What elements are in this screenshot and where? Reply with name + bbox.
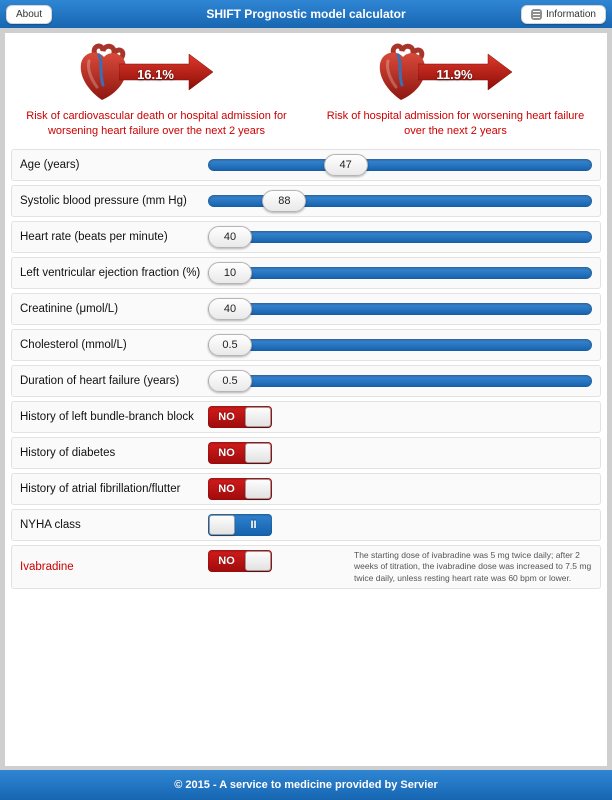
age-label: Age (years)	[20, 158, 80, 171]
slider-value: 47	[339, 158, 352, 171]
lvef-label: Left ventricular ejection fraction (%)	[20, 266, 201, 279]
toggle-knob[interactable]	[245, 479, 271, 499]
creatinine-slider[interactable]	[208, 298, 592, 320]
ivabradine-toggle[interactable]	[208, 550, 272, 572]
slider-track[interactable]	[208, 159, 592, 171]
slider-value: 0.5	[222, 338, 238, 351]
ivabradine-note: The starting dose of ivabradine was 5 mg twice daily; after 2 weeks of titration, the ivabradine dose was increased to 7.5 mg twice daily, unless resting heart rate was 60 bpm or lower.	[354, 549, 592, 583]
slider-value: 88	[278, 194, 291, 207]
hf-duration-row	[11, 365, 601, 397]
lbbb-row	[11, 401, 601, 433]
toggle-value: NO	[218, 482, 235, 495]
result-cv-death	[7, 41, 306, 139]
slider-value: 40	[223, 230, 237, 243]
diabetes-label: History of diabetes	[20, 446, 116, 459]
cholesterol-row	[11, 329, 601, 361]
slider-thumb[interactable]	[208, 226, 252, 248]
hf-duration-label: Duration of heart failure (years)	[20, 374, 180, 387]
heart-arrow-graphic-right	[372, 41, 514, 105]
creatinine-label: Creatinine (μmol/L)	[20, 302, 119, 315]
slider-thumb[interactable]	[208, 370, 252, 392]
result-hospital-admission	[306, 41, 605, 139]
cholesterol-slider[interactable]	[208, 334, 592, 356]
risk-value: 11.9%	[436, 66, 473, 82]
heart-arrow-graphic-left	[73, 41, 215, 105]
slider-value: 0.5	[222, 374, 238, 387]
age-row	[11, 149, 601, 181]
creatinine-row	[11, 293, 601, 325]
risk-label: Risk of cardiovascular death or hospital admission for worsening heart failure over the next 2 years	[26, 110, 287, 137]
slider-thumb[interactable]	[324, 154, 368, 176]
slider-thumb[interactable]	[208, 298, 252, 320]
toggle-value: NO	[218, 446, 235, 459]
information-button[interactable]	[521, 5, 606, 24]
age-slider[interactable]	[208, 154, 592, 176]
heart-rate-label: Heart rate (beats per minute)	[20, 230, 168, 243]
lvef-slider[interactable]	[208, 262, 592, 284]
slider-track[interactable]	[208, 267, 592, 279]
heart-rate-row	[11, 221, 601, 253]
systolic-bp-label: Systolic blood pressure (mm Hg)	[20, 194, 187, 207]
about-button-label: About	[16, 8, 43, 20]
diabetes-row	[11, 437, 601, 469]
slider-value: 40	[223, 302, 237, 315]
nyha-class-toggle[interactable]	[208, 514, 272, 536]
about-button[interactable]	[6, 5, 52, 24]
slider-track[interactable]	[208, 231, 592, 243]
page-title: SHIFT Prognostic model calculator	[206, 7, 406, 21]
toggle-knob[interactable]	[209, 515, 235, 535]
toggle-knob[interactable]	[245, 407, 271, 427]
result-arrow	[418, 51, 514, 98]
slider-track[interactable]	[208, 375, 592, 387]
app-header	[0, 0, 612, 28]
toggle-value: II	[250, 518, 257, 531]
nyha-row	[11, 509, 601, 541]
content	[5, 33, 607, 766]
information-button-label: Information	[545, 8, 596, 20]
ivabradine-label: Ivabradine	[20, 560, 74, 573]
toggle-knob[interactable]	[245, 443, 271, 463]
hf-duration-slider[interactable]	[208, 370, 592, 392]
systolic-bp-row	[11, 185, 601, 217]
ivabradine-row	[11, 545, 601, 589]
toggle-value: NO	[218, 554, 235, 567]
controls	[7, 149, 605, 589]
slider-thumb[interactable]	[208, 334, 252, 356]
af-label: History of atrial fibrillation/flutter	[20, 482, 181, 495]
lvef-row	[11, 257, 601, 289]
diabetes-toggle[interactable]	[208, 442, 272, 464]
toggle-knob[interactable]	[245, 551, 271, 571]
slider-thumb[interactable]	[262, 190, 306, 212]
af-toggle[interactable]	[208, 478, 272, 500]
lbbb-toggle[interactable]	[208, 406, 272, 428]
lbbb-label: History of left bundle-branch block	[20, 410, 194, 423]
risk-value: 16.1%	[137, 66, 174, 82]
nyha-label: NYHA class	[20, 518, 81, 531]
slider-track[interactable]	[208, 339, 592, 351]
slider-value: 10	[223, 266, 237, 279]
information-icon	[531, 9, 542, 20]
systolic-bp-slider[interactable]	[208, 190, 592, 212]
risk-label: Risk of hospital admission for worsening heart failure over the next 2 years	[326, 110, 585, 137]
heart-rate-slider[interactable]	[208, 226, 592, 248]
app-footer	[0, 770, 612, 800]
footer-text: © 2015 - A service to medicine provided by Servier	[174, 779, 438, 791]
results	[7, 41, 605, 139]
toggle-value: NO	[218, 410, 235, 423]
slider-track[interactable]	[208, 303, 592, 315]
slider-thumb[interactable]	[208, 262, 252, 284]
af-row	[11, 473, 601, 505]
result-arrow	[119, 51, 215, 98]
cholesterol-label: Cholesterol (mmol/L)	[20, 338, 127, 351]
